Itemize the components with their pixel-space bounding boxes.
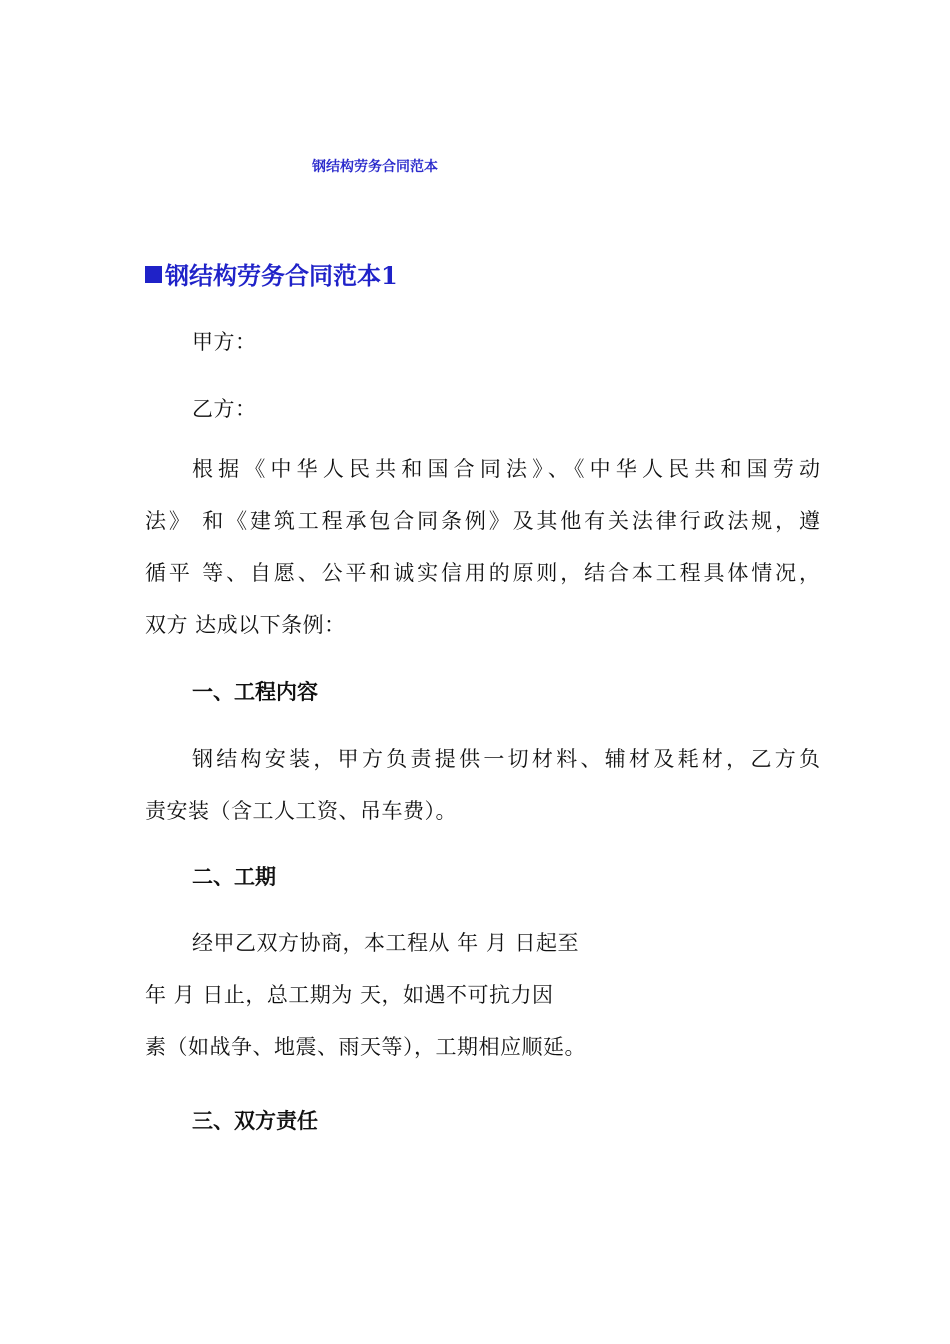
party-b-label: 乙方： <box>192 397 257 421</box>
work-content-line-2: 责安装（含工人工资、吊车费）。 <box>145 799 457 823</box>
schedule-line-3: 素（如战争、地震、雨天等），工期相应顺延。 <box>145 1035 586 1059</box>
intro-line-4: 双方 达成以下条例： <box>145 613 346 637</box>
square-bullet-icon <box>145 266 162 283</box>
schedule-line-1: 经甲乙双方协商，本工程从 年 月 日起至 <box>192 931 580 955</box>
intro-line-2: 法》 和《建筑工程承包合同条例》及其他有关法律行政法规，遵 <box>145 509 820 533</box>
heading-schedule: 二、工期 <box>192 865 276 889</box>
schedule-line-2: 年 月 日止，总工期为 天，如遇不可抗力因 <box>145 983 554 1007</box>
heading-responsibilities: 三、双方责任 <box>192 1109 318 1133</box>
heading-work-content: 一、工程内容 <box>192 680 318 704</box>
section-title <box>145 256 398 291</box>
header-title: 钢结构劳务合同范本 <box>312 159 438 175</box>
section-title-text: 钢结构劳务合同范本1 <box>165 261 398 290</box>
party-a-label: 甲方： <box>192 330 257 354</box>
intro-line-3: 循平 等、自愿、公平和诚实信用的原则，结合本工程具体情况， <box>145 561 820 585</box>
work-content-line-1: 钢结构安装，甲方负责提供一切材料、辅材及耗材，乙方负 <box>192 747 820 771</box>
intro-line-1: 根据《中华人民共和国合同法》、《中华人民共和国劳动 <box>192 457 820 481</box>
